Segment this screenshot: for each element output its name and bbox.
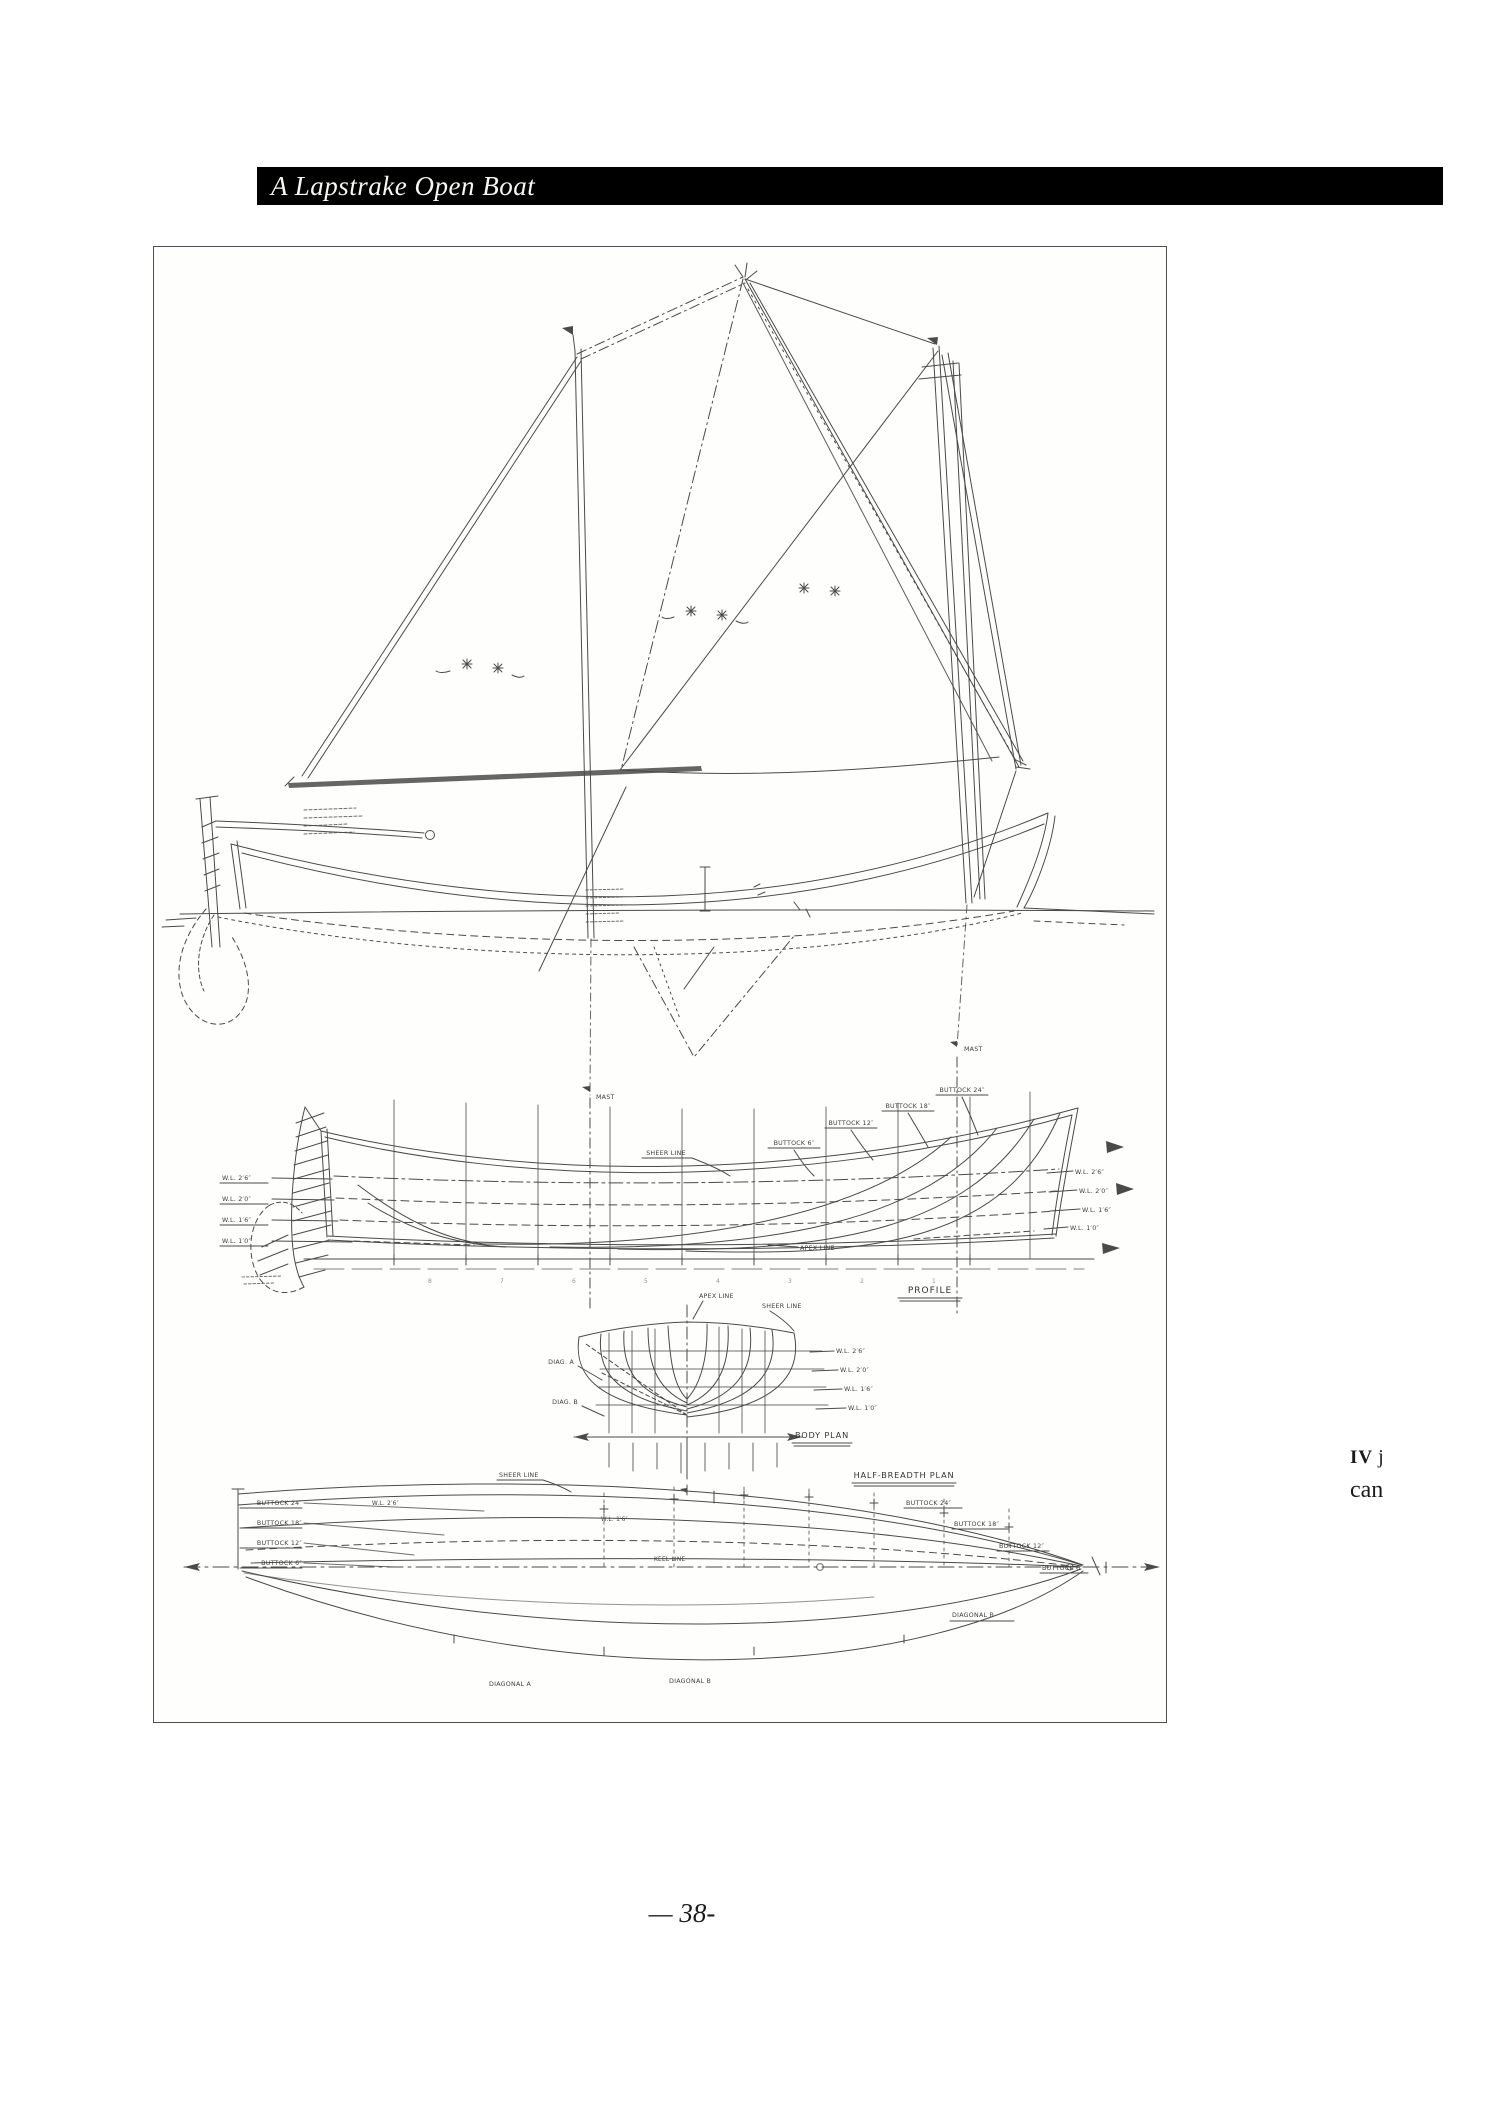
wl-label: W.L. 1′0″ bbox=[222, 1238, 252, 1245]
wl-label: W.L. 2′0″ bbox=[1079, 1188, 1109, 1195]
buttock-label: BUTTOCK 18″ bbox=[954, 1521, 1000, 1528]
margin-note-word: can bbox=[1350, 1477, 1384, 1503]
wl-label: W.L. 2′0″ bbox=[222, 1196, 252, 1203]
page-number: — 38- bbox=[648, 1898, 716, 1928]
sheer-line-label: SHEER LINE bbox=[646, 1150, 686, 1157]
wl-label: W.L. 2′6″ bbox=[222, 1175, 252, 1182]
apex-line-label: APEX LINE bbox=[699, 1293, 734, 1300]
profile-mast-label: MAST bbox=[596, 1094, 615, 1101]
diagonal-a-label: DIAGONAL A bbox=[489, 1681, 532, 1688]
diagonal-a-label: DIAG. A bbox=[548, 1359, 574, 1366]
sail-plan bbox=[162, 263, 1154, 1095]
station-number: 6 bbox=[572, 1278, 577, 1285]
wl-label: W.L. 2′6″ bbox=[836, 1348, 866, 1355]
sheer-line-label: SHEER LINE bbox=[499, 1472, 539, 1479]
buttock-label: BUTTOCK 12″ bbox=[828, 1120, 874, 1127]
station-number: 5 bbox=[644, 1278, 649, 1285]
keel-line-label: KEEL LINE bbox=[654, 1557, 686, 1563]
buttock-label: BUTTOCK 18″ bbox=[885, 1103, 931, 1110]
wl-label: W.L. 1′6″ bbox=[1082, 1207, 1112, 1214]
half-breadth-title: HALF-BREADTH PLAN bbox=[853, 1470, 955, 1480]
station-number: 4 bbox=[716, 1278, 721, 1285]
plan-sheet-frame bbox=[153, 246, 1167, 1723]
station-number: 8 bbox=[428, 1278, 433, 1285]
profile-title: PROFILE bbox=[907, 1286, 953, 1296]
half-breadth-plan bbox=[184, 1470, 1160, 1688]
wl-label: W.L. 1′6″ bbox=[844, 1386, 874, 1393]
station-number: 7 bbox=[500, 1278, 505, 1285]
chapter-header-bar bbox=[257, 167, 1443, 205]
margin-note-word: j bbox=[1378, 1446, 1384, 1468]
chapter-title: A Lapstrake Open Boat bbox=[271, 171, 536, 201]
apex-line-label: APEX LINE bbox=[800, 1245, 835, 1252]
wl-label: W.L. 2′0″ bbox=[840, 1367, 870, 1374]
sheer-line-label: SHEER LINE bbox=[762, 1303, 802, 1310]
wl-label: W.L. 1′6″ bbox=[601, 1517, 628, 1523]
diagonal-b-callout: DIAGONAL B bbox=[952, 1612, 995, 1619]
margin-note-word: IV bbox=[1350, 1447, 1374, 1468]
wl-label: W.L. 2′6″ bbox=[372, 1501, 399, 1507]
body-plan bbox=[548, 1293, 877, 1495]
buttock-label: BUTTOCK 24″ bbox=[256, 1500, 302, 1507]
boat-plans-drawing bbox=[154, 247, 1166, 1722]
buttock-label: BUTTOCK 12″ bbox=[999, 1543, 1045, 1550]
wl-label: W.L. 1′6″ bbox=[222, 1217, 252, 1224]
mast-centerline-label: MAST bbox=[964, 1046, 983, 1053]
diagonal-b-label: DIAGONAL B bbox=[669, 1678, 712, 1685]
body-plan-title: BODY PLAN bbox=[795, 1430, 849, 1440]
profile-plan bbox=[220, 1057, 1134, 1313]
station-number: 1 bbox=[932, 1278, 937, 1285]
buttock-label: BUTTOCK 24″ bbox=[906, 1500, 952, 1507]
buttock-label: BUTTOCK 12″ bbox=[256, 1540, 302, 1547]
wl-label: W.L. 1′0″ bbox=[848, 1405, 878, 1412]
buttock-label: BUTTOCK 18″ bbox=[256, 1520, 302, 1527]
diagonal-b-label: DIAG. B bbox=[552, 1399, 578, 1406]
buttock-label: BUTTOCK 6″ bbox=[1042, 1565, 1083, 1572]
wl-label: W.L. 1′0″ bbox=[1070, 1225, 1100, 1232]
station-number: 3 bbox=[788, 1278, 793, 1285]
buttock-label: BUTTOCK 6″ bbox=[261, 1560, 302, 1567]
buttock-label: BUTTOCK 6″ bbox=[773, 1140, 815, 1147]
buttock-label: BUTTOCK 24″ bbox=[939, 1087, 985, 1094]
station-number: 2 bbox=[860, 1278, 865, 1285]
margin-note bbox=[1350, 1441, 1384, 1506]
wl-label: W.L. 2′6″ bbox=[1075, 1169, 1105, 1176]
